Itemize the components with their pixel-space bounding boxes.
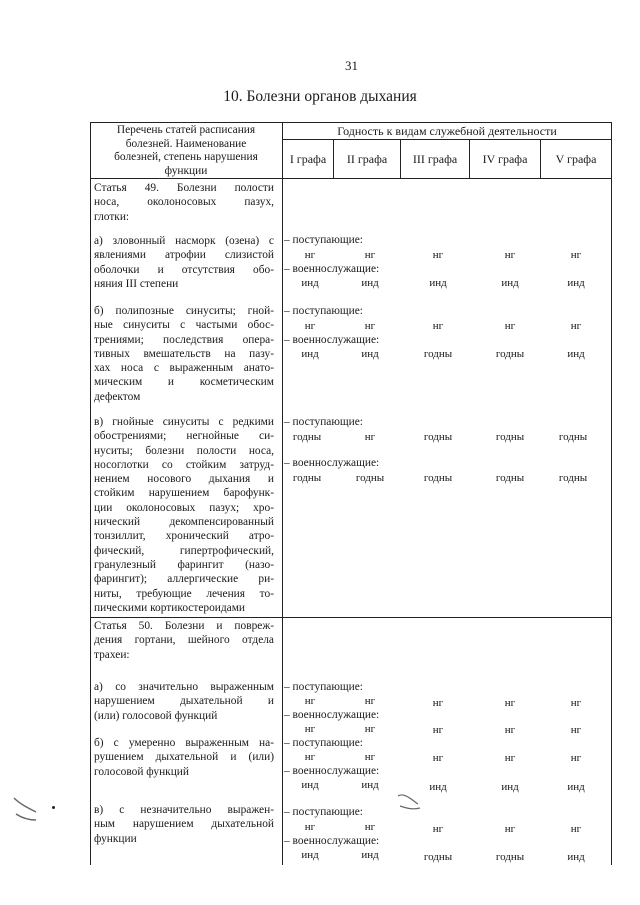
- value-cell: инд: [567, 348, 585, 360]
- value-cell: нг: [364, 751, 376, 763]
- label-applicants: – поступающие:: [284, 806, 363, 818]
- value-cell: нг: [570, 249, 582, 261]
- value-cell: нг: [364, 320, 376, 332]
- value-cell: инд: [301, 849, 319, 861]
- label-servicemen: – военнослужащие:: [284, 457, 380, 469]
- value-cell: годны: [355, 472, 385, 484]
- value-cell: годны: [495, 851, 525, 863]
- value-cell: инд: [361, 779, 379, 791]
- table-row-divider: [90, 617, 612, 618]
- value-cell: нг: [570, 823, 582, 835]
- label-servicemen: – военнослужащие:: [284, 263, 380, 275]
- page-number: 31: [345, 58, 358, 73]
- value-cell: нг: [432, 249, 444, 261]
- table-border-left: [90, 122, 91, 865]
- value-cell: годны: [495, 472, 525, 484]
- value-cell: инд: [567, 851, 585, 863]
- table-header-bottom: [90, 178, 612, 179]
- table-column-divider: [282, 122, 283, 865]
- value-cell: нг: [432, 320, 444, 332]
- value-cell: годны: [423, 851, 453, 863]
- article-50-b-text: б) с умеренно выраженным на- рушением дыхательной и (или) голосовой функций: [94, 737, 274, 778]
- value-cell: инд: [361, 348, 379, 360]
- value-cell: годны: [558, 472, 588, 484]
- article-49-b-text: б) полипозные синуситы; гной- ные синуситы с частыми обос- трениями; последствия опера- тивных вмешательств на пазу- хах носа с выраженным анато- мическим и косметическим дефектом: [94, 305, 274, 403]
- scan-mark-icon: [392, 786, 432, 816]
- value-cell: нг: [364, 695, 376, 707]
- col-header-4: IV графа: [482, 152, 528, 166]
- col-header-2: II графа: [346, 152, 388, 166]
- value-cell: нг: [504, 752, 516, 764]
- value-cell: нг: [304, 821, 316, 833]
- value-cell: годны: [423, 472, 453, 484]
- value-cell: нг: [570, 697, 582, 709]
- value-cell: инд: [501, 277, 519, 289]
- value-cell: нг: [304, 751, 316, 763]
- value-cell: нг: [504, 697, 516, 709]
- value-cell: нг: [504, 823, 516, 835]
- scan-dot: [52, 806, 55, 809]
- col-header-1: I графа: [289, 152, 327, 166]
- value-cell: нг: [364, 723, 376, 735]
- value-cell: нг: [570, 724, 582, 736]
- label-servicemen: – военнослужащие:: [284, 765, 380, 777]
- article-49-v-text: в) гнойные синуситы с редкими обострениями; негнойные си- нуситы; болезни полости носа, носоглотки со стойким затруд- нением носового дыхания и стойким нарушением барофунк- ции околоносовых пазух; хро- нический декомпенсированный тонзиллит, хронический атро- фический, гипертрофический, гранулезный фарингит (назо- фарингит); аллергические ри- ниты, требующие лечения то- пическими кортикостероидами: [94, 416, 274, 614]
- value-cell: нг: [364, 249, 376, 261]
- label-servicemen: – военнослужащие:: [284, 709, 380, 721]
- table-border-right: [611, 122, 612, 865]
- value-cell: годны: [292, 472, 322, 484]
- scan-mark-icon: [6, 790, 46, 830]
- article-50-title: Статья 50. Болезни и повреж- дения гортани, шейного отдела трахеи:: [94, 620, 274, 661]
- value-cell: нг: [304, 723, 316, 735]
- value-cell: инд: [301, 277, 319, 289]
- label-servicemen: – военнослужащие:: [284, 334, 380, 346]
- header-group-title: Годность к видам служебной деятельности: [337, 124, 557, 138]
- value-cell: инд: [301, 779, 319, 791]
- value-cell: нг: [364, 821, 376, 833]
- value-cell: нг: [304, 695, 316, 707]
- value-cell: нг: [570, 320, 582, 332]
- value-cell: нг: [504, 724, 516, 736]
- article-49-a-text: а) зловонный насморк (озена) с явлениями атрофии слизистой оболочки и отсутствия обо- няния III степени: [94, 235, 274, 290]
- label-applicants: – поступающие:: [284, 234, 363, 246]
- value-cell: нг: [570, 752, 582, 764]
- value-cell: нг: [432, 697, 444, 709]
- article-50-v-text: в) с незначительно выражен- ным нарушением дыхательной функции: [94, 804, 274, 845]
- label-applicants: – поступающие:: [284, 681, 363, 693]
- value-cell: нг: [504, 320, 516, 332]
- col-header-5: V графа: [555, 152, 597, 166]
- label-servicemen: – военнослужащие:: [284, 835, 380, 847]
- article-49-title: Статья 49. Болезни полости носа, околоносовых пазух, глотки:: [94, 182, 274, 223]
- value-cell: инд: [501, 781, 519, 793]
- label-applicants: – поступающие:: [284, 416, 363, 428]
- value-cell: годны: [292, 431, 322, 443]
- value-cell: нг: [432, 752, 444, 764]
- value-cell: инд: [361, 277, 379, 289]
- value-cell: нг: [432, 823, 444, 835]
- value-cell: инд: [567, 277, 585, 289]
- table-group-underline: [282, 139, 612, 140]
- value-cell: инд: [361, 849, 379, 861]
- value-cell: нг: [432, 724, 444, 736]
- value-cell: нг: [304, 249, 316, 261]
- article-50-a-text: а) со значительно выраженным нарушением дыхательной и (или) голосовой функций: [94, 681, 274, 722]
- value-cell: инд: [429, 781, 447, 793]
- value-cell: нг: [364, 431, 376, 443]
- value-cell: годны: [423, 431, 453, 443]
- label-applicants: – поступающие:: [284, 305, 363, 317]
- label-applicants: – поступающие:: [284, 737, 363, 749]
- value-cell: инд: [301, 348, 319, 360]
- col-header-3: III графа: [412, 152, 458, 166]
- value-cell: нг: [304, 320, 316, 332]
- value-cell: годны: [495, 348, 525, 360]
- header-first-column: Перечень статей расписания болезней. Наименование болезней, степень нарушения функции: [114, 124, 258, 177]
- value-cell: годны: [423, 348, 453, 360]
- value-cell: годны: [495, 431, 525, 443]
- value-cell: годны: [558, 431, 588, 443]
- table-border-top: [90, 122, 612, 123]
- value-cell: инд: [429, 277, 447, 289]
- section-title: 10. Болезни органов дыхания: [223, 88, 417, 105]
- value-cell: инд: [567, 781, 585, 793]
- value-cell: нг: [504, 249, 516, 261]
